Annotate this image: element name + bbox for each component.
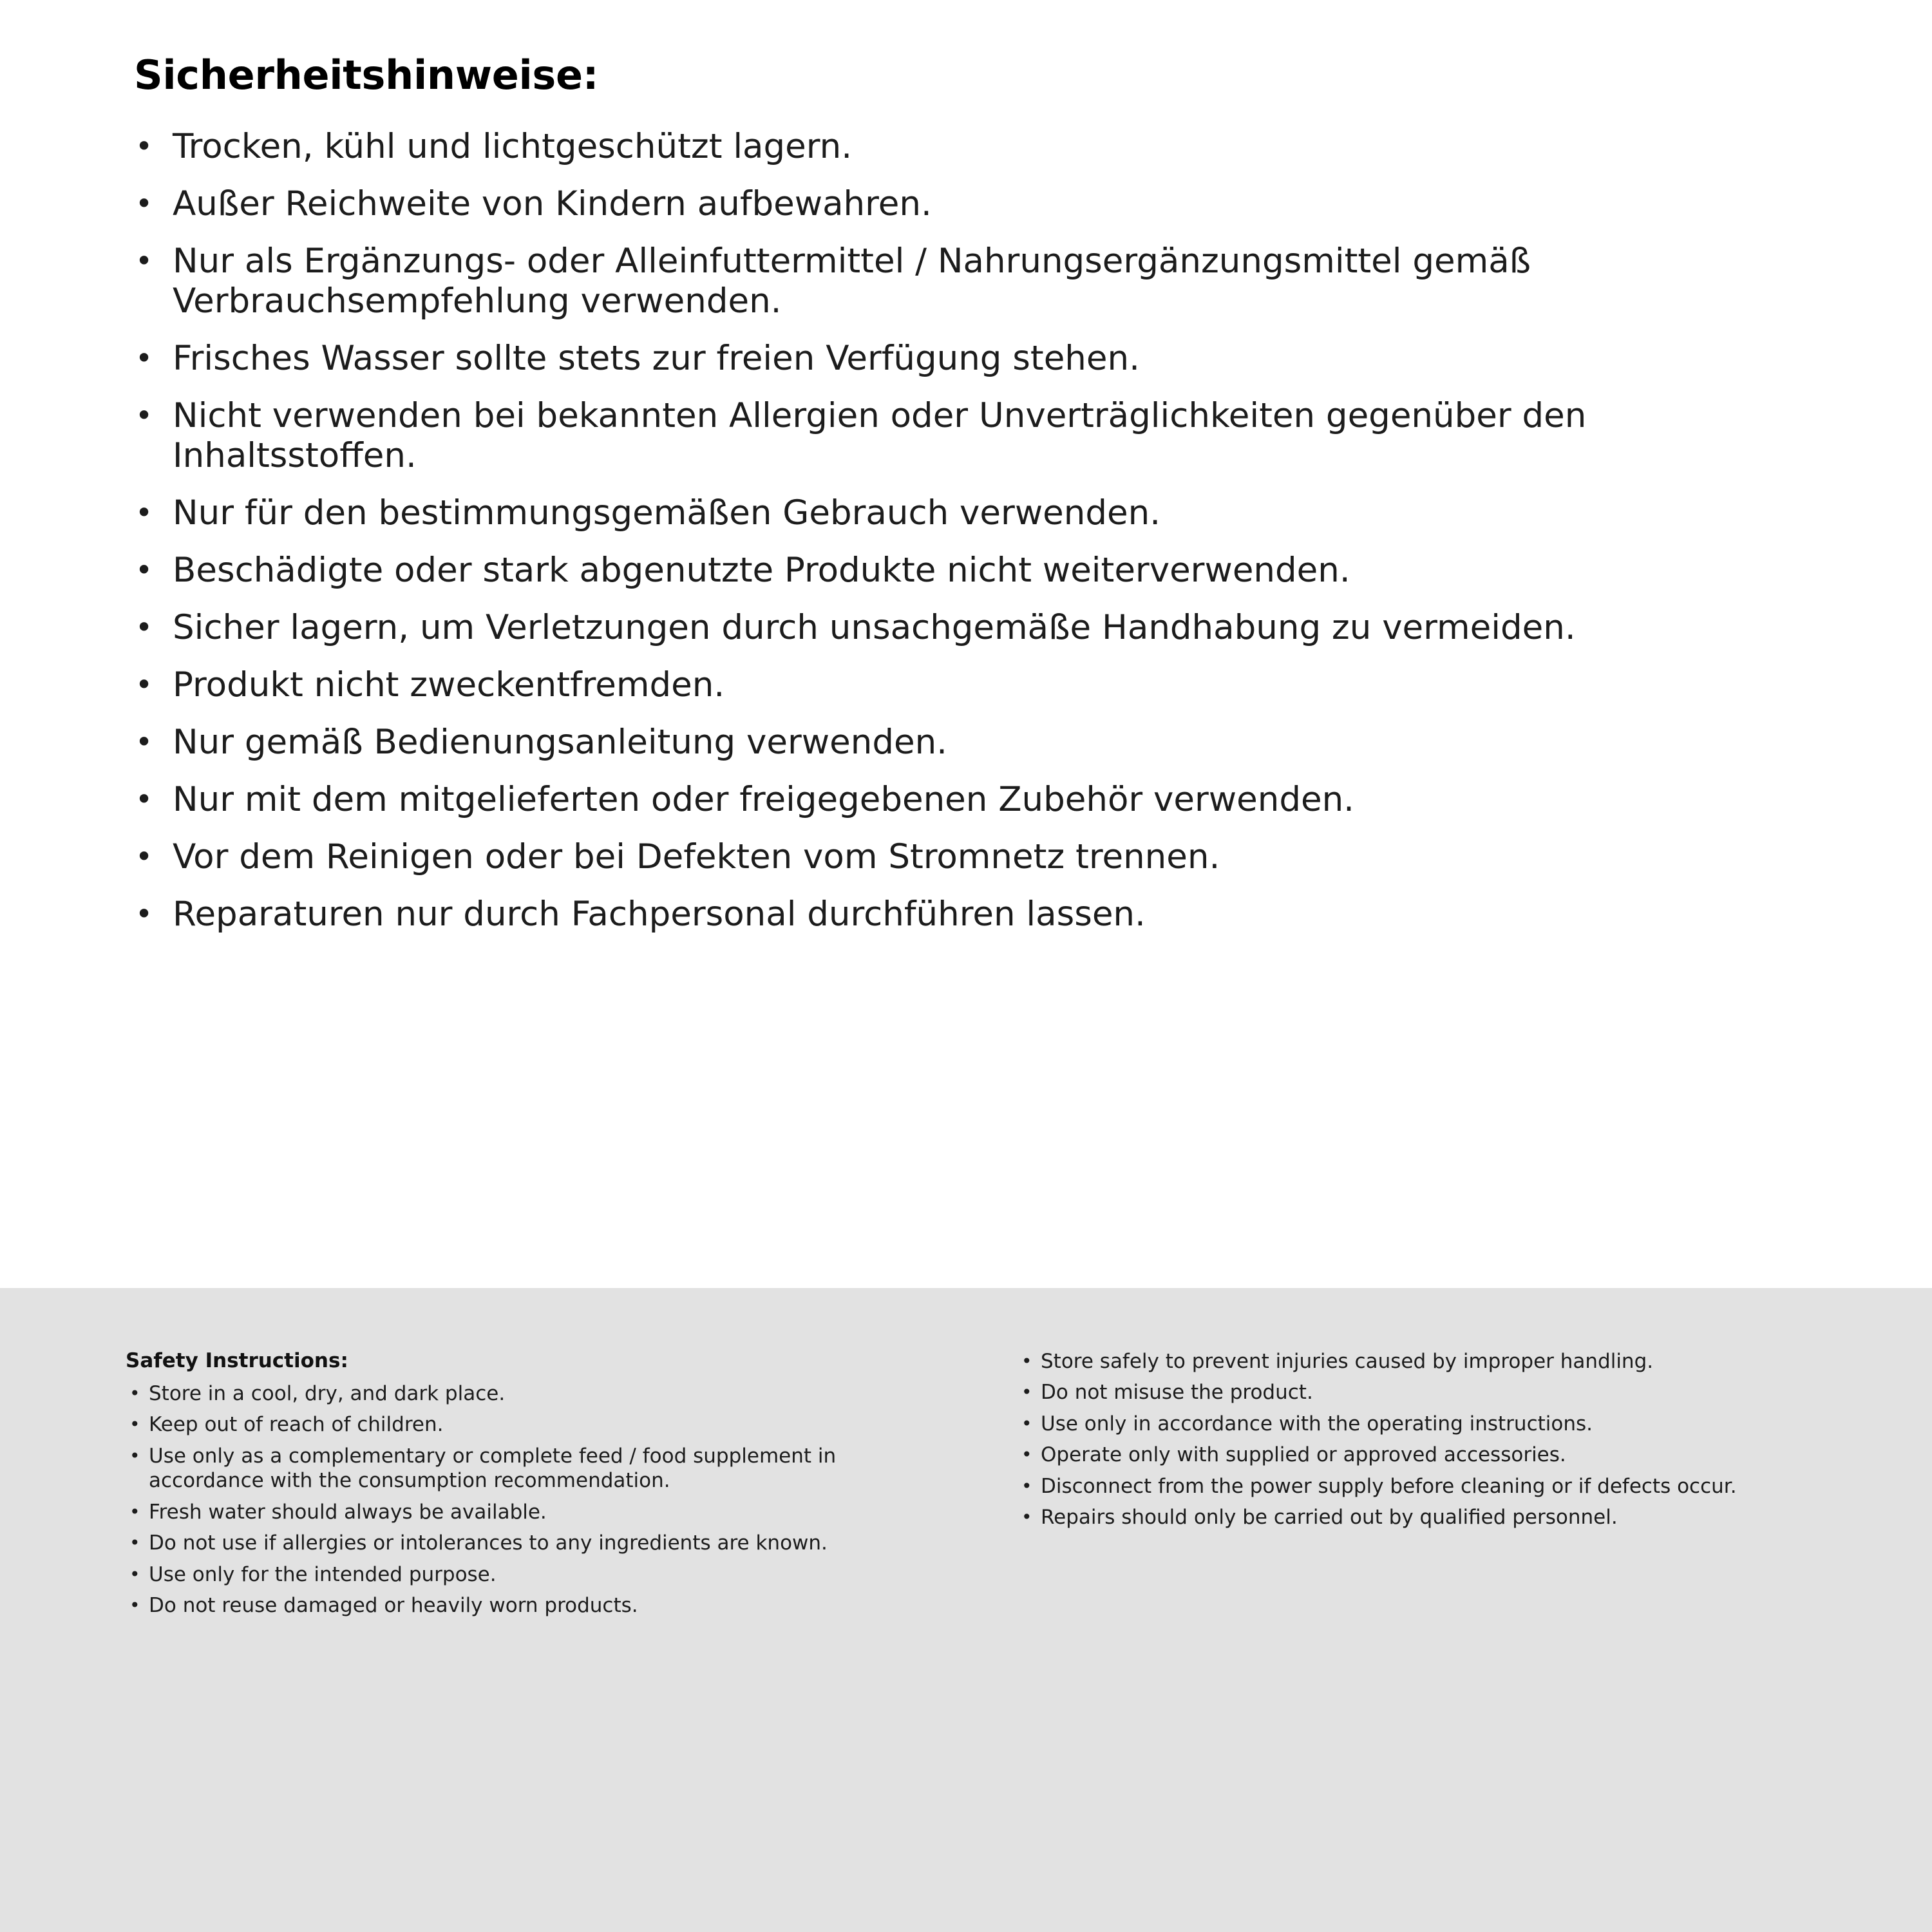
bullet-icon: • — [135, 610, 153, 645]
list-item — [129, 184, 1835, 224]
list-item-text: Use only for the intended purpose. — [149, 1562, 497, 1586]
english-column-right — [1018, 1349, 1848, 1537]
bullet-icon: • — [135, 398, 153, 433]
list-item-text: Fresh water should always be available. — [149, 1500, 547, 1524]
list-item-text: Nur mit dem mitgelieferten oder freigegebenen Zubehör verwenden. — [173, 780, 1355, 819]
list-item-text: Do not use if allergies or intolerances to any ingredients are known. — [149, 1531, 828, 1555]
list-item — [129, 723, 1835, 762]
bullet-icon: • — [129, 1414, 140, 1435]
list-item-text: Nicht verwenden bei bekannten Allergien oder Unverträglichkeiten gegenüber den Inhaltsstoffen. — [173, 396, 1587, 475]
list-item — [129, 551, 1835, 591]
list-item — [129, 242, 1835, 321]
bullet-icon: • — [129, 1383, 140, 1404]
list-item-text: Reparaturen nur durch Fachpersonal durchführen lassen. — [173, 895, 1146, 934]
bullet-icon: • — [1021, 1444, 1032, 1466]
list-item — [1018, 1412, 1848, 1436]
list-item — [126, 1500, 956, 1524]
bullet-icon: • — [129, 1501, 140, 1522]
list-item-text: Do not misuse the product. — [1041, 1381, 1313, 1405]
bullet-icon: • — [135, 724, 153, 759]
list-item-text: Keep out of reach of children. — [149, 1413, 444, 1437]
bullet-icon: • — [135, 495, 153, 530]
list-item — [126, 1593, 956, 1618]
list-item — [129, 895, 1835, 934]
list-item-text: Nur für den bestimmungsgemäßen Gebrauch verwenden. — [173, 493, 1161, 533]
bullet-icon: • — [129, 1595, 140, 1616]
bullet-icon: • — [135, 186, 153, 221]
bullet-icon: • — [1021, 1506, 1032, 1528]
list-item — [1018, 1505, 1848, 1530]
list-item — [129, 608, 1835, 648]
english-safety-list-left — [126, 1381, 956, 1618]
bullet-icon: • — [135, 243, 153, 278]
list-item-text: Vor dem Reinigen oder bei Defekten vom Stromnetz trennen. — [173, 837, 1220, 876]
bullet-icon: • — [135, 553, 153, 587]
list-item-text: Disconnect from the power supply before cleaning or if defects occur. — [1041, 1474, 1737, 1498]
bullet-icon: • — [135, 667, 153, 702]
bullet-icon: • — [1021, 1475, 1032, 1497]
list-item — [126, 1412, 956, 1437]
list-item-text: Operate only with supplied or approved accessories. — [1041, 1443, 1566, 1467]
list-item — [1018, 1474, 1848, 1499]
list-item — [129, 493, 1835, 533]
list-item-text: Use only as a complementary or complete feed / food supplement in accordance with the consumption recommendation. — [149, 1444, 837, 1493]
list-item-text: Frisches Wasser sollte stets zur freien Verfügung stehen. — [173, 339, 1140, 378]
list-item-text: Use only in accordance with the operating instructions. — [1041, 1412, 1593, 1435]
english-safety-list-right — [1018, 1349, 1848, 1530]
bullet-icon: • — [135, 341, 153, 375]
english-heading: Safety Instructions: — [126, 1349, 348, 1372]
german-safety-list — [129, 127, 1835, 934]
list-item-text: Store safely to prevent injuries caused by improper handling. — [1041, 1350, 1654, 1373]
bullet-icon: • — [135, 896, 153, 931]
list-item — [129, 665, 1835, 705]
english-columns — [126, 1349, 1835, 1625]
bullet-icon: • — [135, 129, 153, 164]
list-item-text: Nur als Ergänzungs- oder Alleinfuttermittel / Nahrungsergänzungsmittel gemäß Verbrauchsempfehlung verwenden. — [173, 242, 1531, 321]
list-item-text: Store in a cool, dry, and dark place. — [149, 1382, 506, 1405]
list-item-text: Repairs should only be carried out by qualified personnel. — [1041, 1506, 1618, 1530]
english-column-left — [126, 1349, 956, 1625]
bullet-icon: • — [129, 1532, 140, 1554]
list-item — [126, 1381, 956, 1406]
list-item — [129, 837, 1835, 877]
list-item-text: Außer Reichweite von Kindern aufbewahren. — [173, 184, 932, 223]
list-item — [129, 780, 1835, 820]
english-safety-panel — [0, 1288, 1932, 1932]
bullet-icon: • — [1021, 1350, 1032, 1372]
bullet-icon: • — [1021, 1412, 1032, 1434]
list-item — [126, 1444, 956, 1493]
bullet-icon: • — [129, 1444, 140, 1466]
list-item — [126, 1562, 956, 1587]
bullet-icon: • — [1021, 1381, 1032, 1403]
list-item — [1018, 1349, 1848, 1374]
list-item-text: Produkt nicht zweckentfremden. — [173, 665, 725, 705]
german-safety-section — [0, 0, 1932, 934]
list-item — [129, 127, 1835, 167]
list-item-text: Sicher lagern, um Verletzungen durch unsachgemäße Handhabung zu vermeiden. — [173, 608, 1576, 647]
bullet-icon: • — [135, 782, 153, 817]
list-item-text: Trocken, kühl und lichtgeschützt lagern. — [173, 127, 853, 166]
list-item — [129, 339, 1835, 379]
list-item — [1018, 1380, 1848, 1405]
list-item — [1018, 1443, 1848, 1467]
list-item-text: Nur gemäß Bedienungsanleitung verwenden. — [173, 723, 948, 762]
bullet-icon: • — [129, 1563, 140, 1585]
list-item — [126, 1531, 956, 1555]
list-item-text: Do not reuse damaged or heavily worn products. — [149, 1594, 638, 1618]
bullet-icon: • — [135, 839, 153, 874]
list-item — [129, 396, 1835, 476]
german-heading: Sicherheitshinweise: — [134, 52, 599, 99]
list-item-text: Beschädigte oder stark abgenutzte Produkte nicht weiterverwenden. — [173, 551, 1350, 590]
